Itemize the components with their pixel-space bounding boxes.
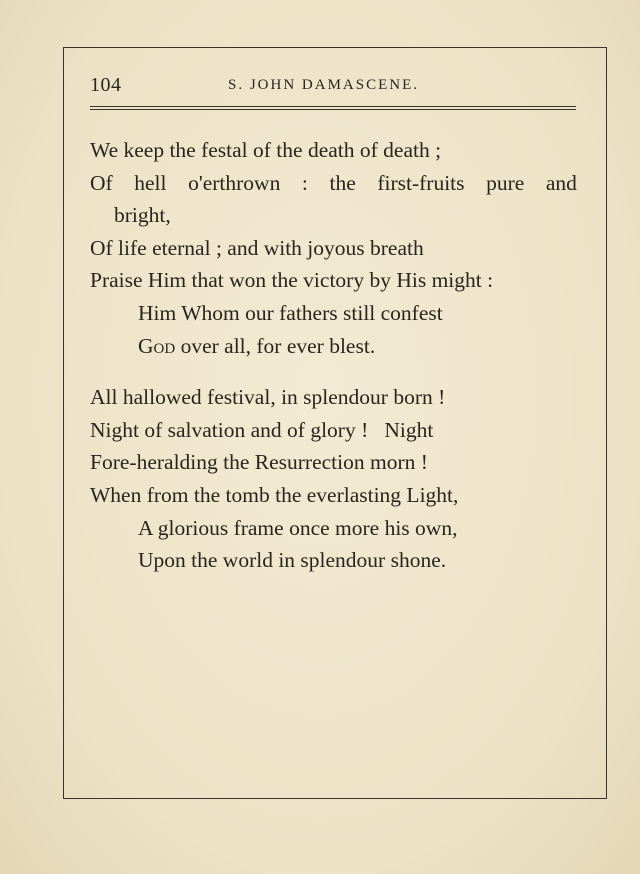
- running-header: [90, 74, 576, 98]
- page-number: 104: [90, 74, 122, 96]
- header-rule-double: [90, 109, 576, 110]
- verse-word: o'erthrown: [188, 170, 281, 195]
- verse-line: When from the tomb the everlasting Light,: [90, 482, 459, 507]
- verse-line: We keep the festal of the death of death ;: [90, 138, 442, 162]
- verse-line: Of life eternal ; and with joyous breath: [90, 235, 424, 260]
- stanza-1: [90, 134, 590, 362]
- verse-line: Fore-heralding the Resurrection morn !: [90, 450, 428, 475]
- verse-word: the: [329, 170, 356, 195]
- verse-line: Him Whom our fathers still confest: [138, 300, 443, 325]
- verse-line: [90, 167, 577, 200]
- verse-line-rest: over all, for ever blest.: [180, 333, 376, 358]
- verse-line: All hallowed festival, in splendour born !: [90, 385, 446, 410]
- verse-word: first-fruits: [377, 170, 465, 195]
- verse-word: :: [301, 170, 308, 195]
- verse-word: pure: [486, 170, 525, 195]
- running-title: S. JOHN DAMASCENE.: [228, 77, 420, 93]
- verse-line: Night of salvation and of glory ! Night: [90, 417, 434, 442]
- verse-word: Of: [90, 170, 113, 195]
- stanza-gap: [90, 362, 590, 381]
- verse-line: A glorious frame once more his own,: [138, 515, 458, 540]
- verse-word: and: [545, 170, 577, 195]
- verse-word: hell: [134, 170, 167, 195]
- poem-text: [90, 134, 590, 577]
- stanza-2: [90, 381, 590, 577]
- small-caps-word: God: [138, 333, 176, 358]
- verse-line: Upon the world in splendour shone.: [138, 548, 447, 573]
- header-rule: [90, 106, 576, 107]
- verse-line: Praise Him that won the victory by His might :: [90, 268, 494, 293]
- verse-line-continuation: bright,: [114, 203, 171, 228]
- verse-line: [90, 330, 590, 363]
